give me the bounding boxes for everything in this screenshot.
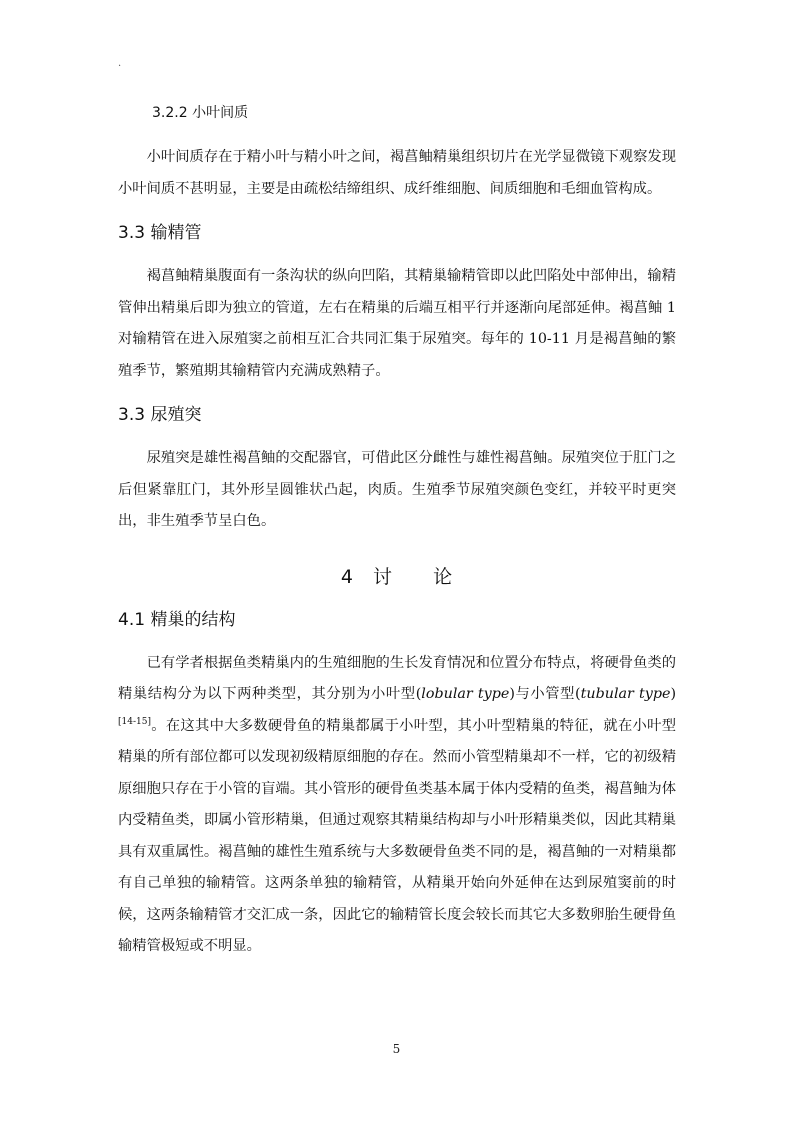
document-body [118,100,676,963]
text-part: )与小管型( [509,686,581,702]
section-3-3-papilla-title: 3.3 尿殖突 [118,405,202,425]
citation-ref: [14-15] [118,716,151,727]
header-mark: . [118,58,122,69]
section-4-1-title: 4.1 精巢的结构 [118,609,236,630]
section-3-3-papilla-paragraph: 尿殖突是雄性褐菖鲉的交配器官，可借此区分雌性与雄性褐菖鲉。尿殖突位于肛门之后但紧靠肛门，其外形呈圆锥状凸起，肉质。生殖季节尿殖突颜色变红，并较平时更突出，非生殖季节呈白色。 [118,450,676,529]
section-4-1-paragraph [118,648,676,963]
section-3-2-2-paragraph: 小叶间质存在于精小叶与精小叶之间，褐菖鲉精巢组织切片在光学显微镜下观察发现小叶间质不甚明显，主要是由疏松结缔组织、成纤维细胞、间质细胞和毛细血管构成。 [118,149,676,197]
term-lobular: lobular type [421,686,510,702]
text-part: 已有学者根据鱼类精巢内的生殖细胞的生长发育情况和位置分布特点，将硬骨鱼类的精巢结构分为以下两种类型，其分别为小叶型( [118,654,676,702]
section-3-3-sperm-duct-paragraph: 褐菖鲉精巢腹面有一条沟状的纵向凹陷，其精巢输精管即以此凹陷处中部伸出，输精管伸出精巢后即为独立的管道，左右在精巢的后端互相平行并逐渐向尾部延伸。褐菖鲉 1 对输精管在进入尿殖窦之前相互汇合共同汇集于尿殖突。每年的 10-11 月是褐菖鲉的繁殖季节，繁殖期其输精管内充满成熟精子。 [118,268,676,379]
chapter-word-2: 论 [433,565,454,588]
term-tubular: tubular type [580,686,671,702]
chapter-word-1: 讨 [373,565,394,588]
section-3-2-2-title: 3.2.2 小叶间质 [152,105,249,121]
text-part: ) [670,686,677,702]
chapter-4-title [118,562,676,592]
page-number: 5 [392,1042,401,1056]
text-part: 。在这其中大多数硬骨鱼的精巢都属于小叶型，其小叶型精巢的特征，就在小叶型精巢的所有部位都可以发现初级精原细胞的存在。然而小管型精巢却不一样，它的初级精原细胞只存在于小管的盲端。其小管形的硬骨鱼类基本属于体内受精的鱼类，褐菖鲉为体内受精鱼类，即属小管形精巢，但通过观察其精巢结构却与小叶形精巢类似，因此其精巢具有双重属性。褐菖鲉的雄性生殖系统与大多数硬骨鱼类不同的是，褐菖鲉的一对精巢都有自己单独的输精管。这两条单独的输精管，从精巢开始向外延伸在达到尿殖窦前的时候，这两条输精管才交汇成一条，因此它的输精管长度会较长而其它大多数卵胎生硬骨鱼输精管极短或不明显。 [118,717,676,954]
chapter-number: 4 [340,565,354,588]
section-3-3-sperm-duct-title: 3.3 输精管 [118,223,202,243]
